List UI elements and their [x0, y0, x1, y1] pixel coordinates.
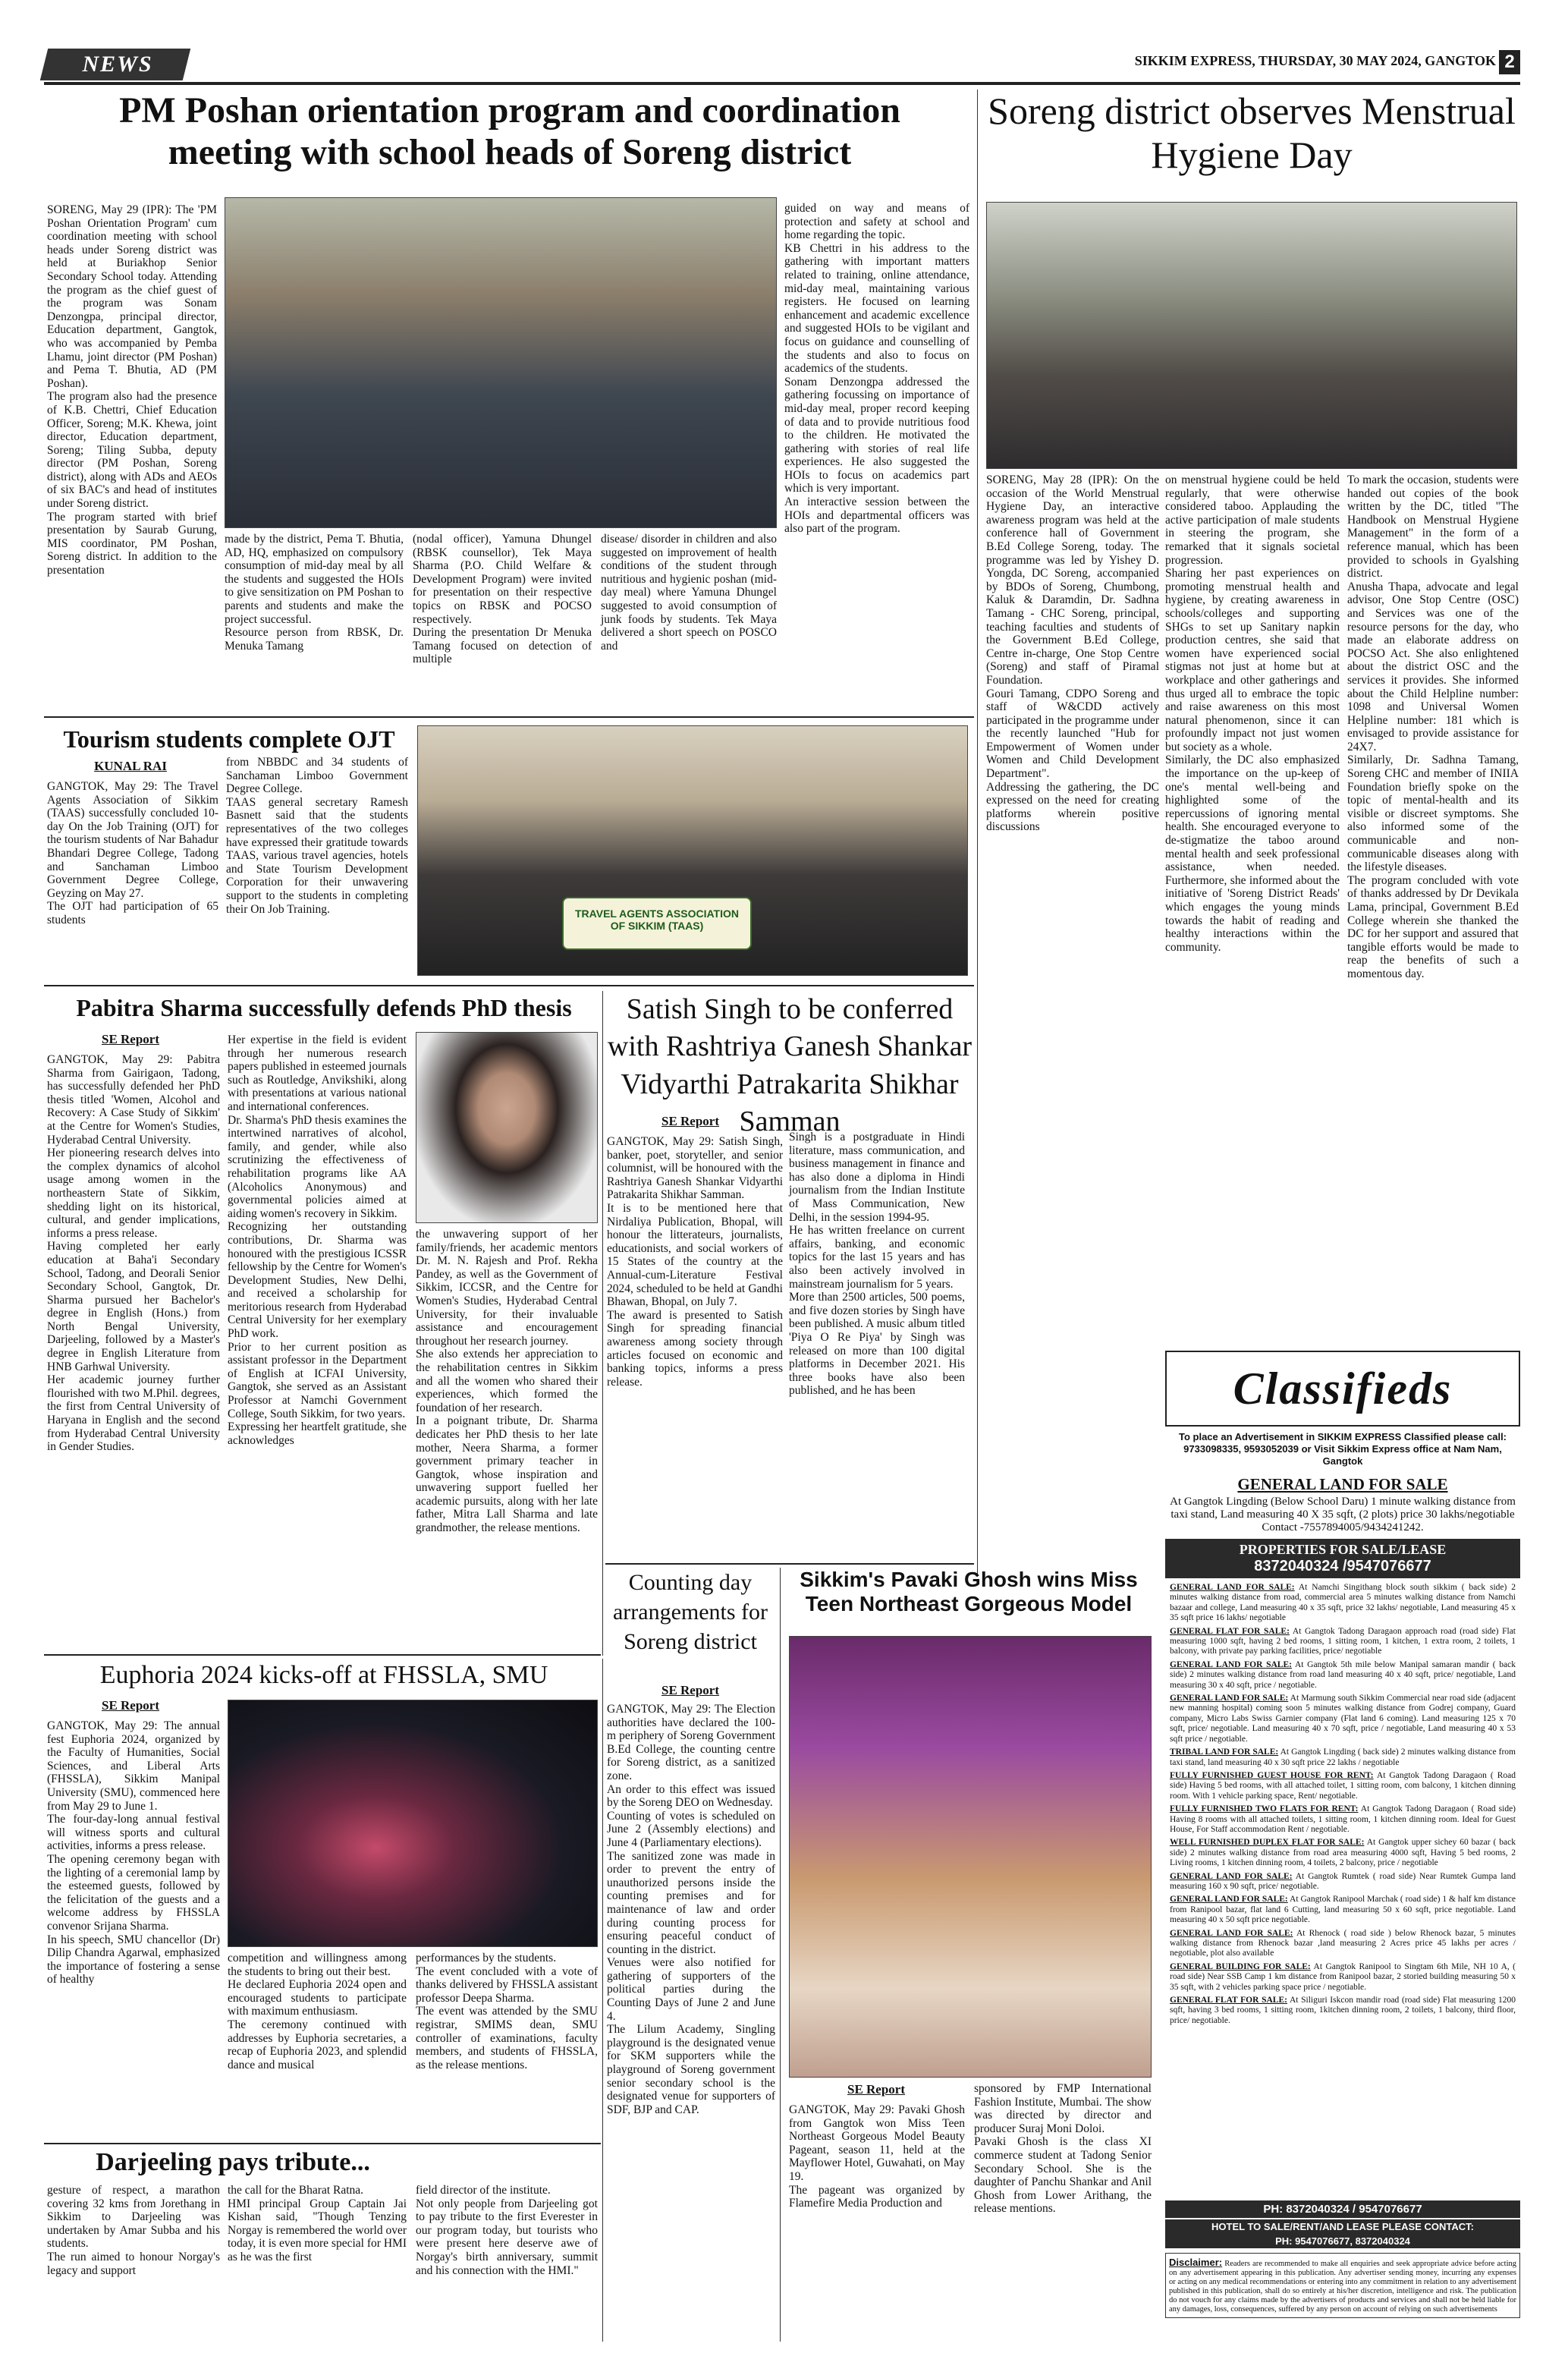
classified-ad	[1170, 1694, 1516, 1744]
menstrual-col2: on menstrual hygiene could be held regularly, that were otherwise considered taboo. Applauding the active participation of male students in steering the program, she remarked that it signals societal progression. Sharing her past experiences on promoting menstrual health and hygiene, by creating awareness in schools/colleges and supporting SHGs to set up Sanitary napkin production centres, she said that women have experienced social stigmas not just at home but at workplace and other gatherings and thus urged all to embrace the topic and raise awareness on this most natural phenomenon, since it can profoundly impact not just women but society as a whole. Similarly, the DC also emphasized the importance on the up-keep of one's mental well-being and highlighted some of the repercussions of ignoring mental health. She encouraged everyone to de-stigmatize the taboo around mental health and seek professional assistance, when needed. Furthermore, she informed about the initiative of 'Soreng District Reads' which engages the young minds towards the habit of reading and healthy interactions within the community.	[1165, 473, 1340, 954]
taas-banner	[562, 897, 752, 950]
classified-ad-text: At Gangtok Tadong Daragaon approach road (road side) Flat measuring 1000 sqft, having 2 bed rooms, 1 sitting room, 1 kitchen, 1 extra room, 2 toilets, 1 balcony, with private pay parking facilities, price/ negotiable	[1170, 1626, 1516, 1656]
euphoria-col2: competition and willingness among the students to bring out their best. He declared Euphoria 2024 open and encouraged students to participate with maximum enthusiasm. The ceremony continued with addresses by Euphoria secretaries, a recap of Euphoria 2023, and splendid dance and musical	[228, 1952, 407, 2071]
menstrual-col3: To mark the occasion, students were handed out copies of the book written by the DC, titled "The Handbook on Menstrual Hygiene Management" in the form of a reference manual, which has been provided to schools in Gyalshing district. Anusha Thapa, advocate and legal advisor, One Stop Centre (OSC) and Services was one of the resource persons for the day, who made an elaborate address on POCSO Act. She also enlightened about the district OSC and the services it provides. She informed about the Child Helpline number: 1098 and Universal Women Helpline number: 181 which is envisaged to provide assistance for 24X7. Similarly, Dr. Sadhna Tamang, Soreng CHC and member of INIIA Foundation briefly spoke on the topic of mental-health and its visible or discreet symptoms. She also informed some of the communicable and non-communicable diseases along with the lifestyle diseases. The program concluded with vote of thanks addressed by Dr Devikala Lama, principal, Government B.Ed College wherein she thanked the DC for her support and assured that tangible efforts would be made to reap the benefits of such a momentous day.	[1347, 473, 1519, 980]
pavaki-photo	[789, 1636, 1152, 2078]
satish-bottom-rule	[605, 1563, 974, 1565]
poshan-col4: disease/ disorder in children and also suggested on improvement of health conditions of the student through nutritious and hygienic poshan (mid-day meal) where Yamuna Dhungel suggested to avoid consumption of junk foods by students. Tek Maya delivered a short speech on POSCO and	[601, 533, 777, 653]
classified-ad-text: At Gangtok Tadong Daragaon ( Road side) Having 5 bed rooms, with all attached toilet, 1 sitting room, com balcony, 1 kitchen dinning room. With 1 vehicle parking space, Rent/ negotiable.	[1170, 1770, 1516, 1801]
classified-ad-text: At Gangtok Tadong Daragaon ( Road side) Having 8 rooms with all attached toilets, 1 sitting room, 1 kitchen dinning room. Ideal for Guest House, For Staff accommodation Rent / negotiable.	[1170, 1804, 1516, 1834]
menstrual-headline: Soreng district observes Menstrual Hygiene Day	[988, 90, 1516, 176]
tourism-col2: from NBBDC and 34 students of Sanchaman Limboo Government Degree College. TAAS general secretary Ramesh Basnett said that the students representatives of the two colleges have expressed their gratitude towards TAAS, various travel agencies, hotels and State Tourism Development Corporation for their unwavering support to the students in completing their On Job Training.	[226, 756, 408, 916]
properties-phone: 8372040324 /9547076677	[1254, 1558, 1431, 1574]
classified-ad-text: At Namchi Singithang block south sikkim ( back side) 2 minutes walking distance from road, commercial area 5 minutes walking distance from Namchi bazaar and college, Land measuring 40 x 35 sqft, price 32 lakhs/ negotiable, Land measuring 45 x 35 sqft price 16 lakhs/ negotiable	[1170, 1583, 1516, 1623]
tourism-headline: Tourism students complete OJT	[63, 725, 395, 753]
tourism-col1: GANGTOK, May 29: The Travel Agents Association of Sikkim (TAAS) successfully concluded 10-day On the Job Training (OJT) for the tourism students of Nar Bahadur Bhandari Degree College, Tadong and Sanchaman Limboo Government Degree College, Geyzing on May 27. The OJT had participation of 65 students	[47, 780, 218, 926]
satish-col2: Singh is a postgraduate in Hindi literature, mass communication, and business management in finance and has also done a diploma in Hindi journalism from the Indian Institute of Mass Communication, New Delhi, in the session 1994-95. He has written freelance on current affairs, banking, and economic topics for the last 15 years and has also been actively involved in mainstream journalism for 5 years. More than 2500 articles, 500 poems, and five dozen stories by Singh have been published. A music album titled 'Piya O Re Piya' by Singh was released on more than 100 digital platforms in December 2021. His three books have also been published, and he has been	[789, 1131, 965, 1398]
euphoria-bottom-rule	[44, 2143, 601, 2144]
classified-ad-title: WELL FURNISHED DUPLEX FLAT FOR SALE:	[1170, 1838, 1365, 1848]
classified-ad	[1170, 1872, 1516, 1892]
counting-body: GANGTOK, May 29: The Election authorities have declared the 100-m periphery of Soreng Government B.Ed College, the counting centre for Soreng district, as a sanitized zone. An order to this effect was issued by the Soreng DEO on Wednesday. Counting of votes is scheduled on June 2 (Assembly elections) and June 4 (Parliamentary elections). The sanitized zone was made in order to prevent the entry of unauthorized persons inside the counting premises and for maintenance of law and order during counting process for ensuring peaceful conduct of counting in the district. Venues were also notified for gathering of supporters of the political parties during the Counting Days of June 2 and June 4. The Lilum Academy, Singling playground is the designated venue for SKM supporters while the playground of Soreng government senior secondary school is the designated venue for supporters of SDF, BJP and CAP.	[607, 1703, 775, 2116]
classified-ad	[1170, 1895, 1516, 1925]
poshan-col3: (nodal officer), Yamuna Dhungel (RBSK counsellor), Tek Maya Sharma (P.O. Child Welfare & Development Program) were invited for presentation on their respective topics on RBSK and POCSO respectively. During the presentation Dr Menuka Tamang focused on detection of multiple	[413, 533, 592, 666]
euphoria-headline: Euphoria 2024 kicks-off at FHSSLA, SMU	[99, 1661, 548, 1689]
classified-ad-title: GENERAL LAND FOR SALE:	[1170, 1659, 1292, 1669]
euphoria-photo	[228, 1700, 598, 1947]
pabitra-byline: SE Report	[101, 1032, 160, 1046]
pavaki-headline: Sikkim's Pavaki Ghosh wins Miss Teen Northeast Gorgeous Model	[800, 1568, 1138, 1616]
darjeeling-headline: Darjeeling pays tribute...	[96, 2148, 370, 2176]
properties-title: PROPERTIES FOR SALE/LEASE	[1239, 1542, 1447, 1557]
euphoria-byline: SE Report	[101, 1698, 160, 1713]
counting-byline: SE Report	[661, 1683, 720, 1697]
classified-ad-title: FULLY FURNISHED TWO FLATS FOR RENT:	[1170, 1804, 1359, 1814]
pabitra-headline: Pabitra Sharma successfully defends PhD thesis	[76, 994, 572, 1021]
pavaki-col1: GANGTOK, May 29: Pavaki Ghosh from Gangtok won Miss Teen Northeast Gorgeous Model Beauty Pageant, season 11, held at the Mayflower Hotel, Guwahati, on May 19. The pageant was organized by Flamefire Media Production and	[789, 2103, 965, 2210]
pabitra-col3: the unwavering support of her family/friends, her academic mentors Dr. M. N. Rajesh and Prof. Rekha Pandey, as well as the Government of Sikkim, ICCSR, and the Centre for Women's Studies, Hyderabad Central University, for their invaluable assistance and encouragement throughout her research journey. She also extends her appreciation to the rehabilitation centres in Sikkim and all the women who shared their experiences, which formed the foundation of her research. In a poignant tribute, Dr. Sharma dedicates her PhD thesis to her late mother, Neera Sharma, a former government primary teacher in Gangtok, whose inspiration and unwavering support fuelled her academic pursuits, along with her late father, Mitra Lall Sharma and late grandmother, the release mentions.	[416, 1228, 598, 1535]
disclaimer-title: Disclaimer:	[1169, 2257, 1223, 2268]
pabitra-bottom-rule	[44, 1654, 601, 1656]
disclaimer-text: Readers are recommended to make all enquiries and seek appropriate advice before acting on any advertisement appearing in this publication. Any advertiser sending money, incurring any expenses or acting on any medical recommendations or entering into any commitment in relation to any advertisement published in this publication, shall do so entirely at his/her discretion, intelligence and risk. The publication do not vouch for any claims made by the advertisers of products and services and shall not be held liable for any damages, loss, consequences, suffered by any person on account of relying on such advertisements	[1169, 2260, 1516, 2314]
classified-ad-text: At Siliguri Iskcon mandir road (road side) Flat measuring 1200 sqft, having 3 bed rooms, 1 sitting room, 1kitchen dinning room, 2 toilets, 1 balcony, third floor, price/ negotiable.	[1170, 1996, 1516, 2025]
classified-ad	[1170, 1929, 1516, 1959]
classifieds-box	[1165, 1351, 1520, 2342]
counting-rule	[780, 1568, 781, 2342]
land-body: At Gangtok Lingding (Below School Daru) 1 minute walking distance from taxi stand, Land measuring 40 X 35 sqft, (2 plots) price 30 lakhs/negotiable Contact -7557894005/9434241242.	[1170, 1496, 1516, 1534]
classified-ad-title: GENERAL LAND FOR SALE:	[1170, 1583, 1295, 1592]
classified-ad-title: GENERAL FLAT FOR SALE:	[1170, 1626, 1290, 1636]
classified-ad-text: At Gangtok upper sichey 60 bazar ( back side) 2 minutes walking distance from road area measuring 4000 sqft, Having 5 bed rooms, 2 Living rooms, 1 kitchen dinning room, 4 toilets, 2 balcony, price / negotiable	[1170, 1838, 1516, 1868]
pabitra-col2: Her expertise in the field is evident through her numerous research papers published in esteemed journals such as Routledge, Anvikshiki, along with presentations at various national and international conferences. Dr. Sharma's PhD thesis examines the intertwined narratives of alcohol, family, and gender, while also scrutinizing the effectiveness of rehabilitation programs like AA (Alcoholics Anonymous) and governmental policies aimed at aiding women's recovery in Sikkim. Recognizing her outstanding contributions, Dr. Sharma was honoured with the prestigious ICSSR fellowship by the Centre for Women's Development Studies, New Delhi, and received a scholarship for meritorious research from Hyderabad Central University for her exemplary PhD work. Prior to her current position as assistant professor in the Department of English at ICFAI University, Gangtok, she served as an Assistant Professor at Namchi Government College, South Sikkim, for two years. Expressing her heartfelt gratitude, she acknowledges	[228, 1033, 407, 1447]
pavaki-col2: sponsored by FMP International Fashion Institute, Mumbai. The show was directed by director and producer Suraj Moni Doloi. Pavaki Ghosh is the class XI commerce student at Tadong Senior Secondary School. She is the daughter of Panchu Shankar and Anil Ghosh from Lower Arithang, the release mentions.	[974, 2082, 1152, 2216]
poshan-photo	[225, 197, 777, 528]
classified-ad	[1170, 1583, 1516, 1624]
poshan-headline: PM Poshan orientation program and coordination meeting with school heads of Soreng district	[119, 90, 900, 173]
pavaki-byline: SE Report	[847, 2082, 906, 2097]
poshan-col5: guided on way and means of protection and safety at school and home regarding the topic. KB Chettri in his address to the gathering with important matters related to training, online attendance, mid-day meal, maintaining various registers. He focused on learning enhancement and academic excellence and suggested HOIs to be vigilant and focus on guidance and counselling of the students and also to focus on academics of the students. Sonam Denzongpa addressed the gathering focussing on importance of mid-day meal, proper record keeping of data and to provide nutritious food to the children. He motivated the gathering with stories of real life experiences. He also suggested the HOIs to focus on academics part which is very important. An interactive session between the HOIs and departmental officers was also part of the program.	[784, 202, 969, 536]
classified-ad-text: At Gangtok Ranipool Marchak ( road side) 1 & half km distance from Ranipool bazar, flat land 6 Cutting, land measuring 50 x 60 sqft, price negotiable. Land measuring 40 x 50 sqft price negotiable.	[1170, 1895, 1516, 1925]
classified-ad	[1170, 1660, 1516, 1691]
classified-ad-title: FULLY FURNISHED GUEST HOUSE FOR RENT:	[1170, 1770, 1374, 1780]
tourism-photo	[417, 725, 968, 976]
classified-ad-text: At Gangtok Rumtek ( road side) Near Rumtek Gumpa land measuring 160 x 90 sqft, price/ negotiable.	[1170, 1871, 1516, 1891]
classified-ad-title: GENERAL LAND FOR SALE:	[1170, 1871, 1293, 1881]
classified-ad	[1170, 1747, 1516, 1768]
page-number: 2	[1499, 50, 1520, 74]
classified-ad	[1170, 1996, 1516, 2026]
lower-left-rule	[602, 1659, 603, 2342]
hotel-line2: PH: 9547076677, 8372040324	[1165, 2234, 1520, 2248]
hotel-line1: HOTEL TO SALE/RENT/AND LEASE PLEASE CONTACT:	[1165, 2219, 1520, 2234]
land-title: GENERAL LAND FOR SALE	[1237, 1475, 1448, 1493]
properties-banner	[1165, 1539, 1520, 1578]
poshan-col2: made by the district, Pema T. Bhutia, AD, HQ, emphasized on compulsory consumption of mid-day meal by all the students and suggested the HOIs to give sensitization on PM Poshan to parents and students and make the project successful. Resource person from RBSK, Dr. Menuka Tamang	[225, 533, 404, 653]
classifieds-phone: PH: 8372040324 / 9547076677	[1165, 2200, 1520, 2218]
classified-ad-title: GENERAL BUILDING FOR SALE:	[1170, 1961, 1311, 1971]
right-column-rule	[977, 90, 978, 1577]
classified-ad	[1170, 1962, 1516, 1993]
pabitra-photo	[416, 1032, 598, 1223]
darjeeling-col3: field director of the institute. Not only people from Darjeeling got to pay tribute to the first Everester in our program today, but tourists who were present here deserve awe of Norgay's birth anniversary, summit and his connection with the HMI."	[416, 2184, 598, 2277]
satish-col1: GANGTOK, May 29: Satish Singh, banker, poet, storyteller, and senior columnist, will be honoured with the Rashtriya Ganesh Shankar Vidyarthi Patrakarita Shikhar Samman. It is to be mentioned here that Nirdaliya Publication, Bhopal, will honour the litterateurs, journalists, educationists, and social workers of 15 States of the country at the Annual-cum-Literature Festival 2024, scheduled to be held at Gandhi Bhawan, Bhopal, on July 7. The award is presented to Satish Singh for spreading financial awareness among society through articles focused on economic and banking topics, informs a press release.	[607, 1135, 783, 1389]
taas-banner-line1: TRAVEL AGENTS ASSOCIATION	[575, 908, 739, 920]
classified-ad	[1170, 1838, 1516, 1868]
classified-ad-title: TRIBAL LAND FOR SALE:	[1170, 1747, 1279, 1757]
taas-banner-line2: OF SIKKIM (TAAS)	[610, 920, 704, 932]
classified-ad-title: GENERAL FLAT FOR SALE:	[1170, 1996, 1287, 2005]
classified-ad-text: At Rhenock ( road side ) below Rhenock bazar, 5 minutes walking distance from Rhenock bazar ,land measuring 2 Acres price 45 lakhs per acres / negotiable, plot also available	[1170, 1928, 1516, 1958]
menstrual-photo	[986, 202, 1517, 469]
tourism-byline: KUNAL RAI	[94, 759, 167, 773]
classified-ad-text: At Marmung south Sikkim Commercial near road side (adjacent new manning hospital) coming soon 5 minutes walking distance from Godrej company, Guard company, Micro Labs Swiss Garnier company (Flat land 6 coming). Land measuring 125 x 70 sqft, price/ negotiable. Land measuring 40 x 70 sqft, price / negotiable, Land measuring 40 x 53 sqft price / negotiable.	[1170, 1694, 1516, 1744]
dateline: SIKKIM EXPRESS, THURSDAY, 30 MAY 2024, GANGTOK	[1134, 53, 1496, 68]
pabitra-rule	[602, 991, 603, 1656]
classified-ad-text: At Gangtok Lingding ( back side) 2 minutes walking distance from taxi stand, land measuring 40 x 30 sqft price 22 lakhs / negotiable	[1170, 1747, 1516, 1767]
section-label: NEWS	[82, 52, 153, 77]
tourism-bottom-rule	[44, 985, 974, 986]
classified-ad	[1170, 1804, 1516, 1835]
poshan-col1: SORENG, May 29 (IPR): The 'PM Poshan Orientation Program' cum coordination meeting with school heads under Soreng district was held at Buriakhop Senior Secondary School today. Attending the program as the chief guest of the program was Sonam Denzongpa, principal director, Education department, Gangtok, who was accompanied by Pemba Lhamu, joint director (PM Poshan) and Pema T. Bhutia, AD (PM Poshan). The program also had the presence of K.B. Chettri, Chief Education Officer, Soreng; M.K. Khewa, joint director, Education department, Soreng; Tiling Subba, deputy director (PM Poshan, Soreng district), along with ADs and AEOs of six BAC's and head of institutes under Soreng district. The program started with brief presentation by Saurab Gurung, MIS coordinator, PM Poshan, Soreng district. In addition to the presentation	[47, 203, 217, 577]
disclaimer	[1165, 2253, 1520, 2318]
classifieds-notice: To place an Advertisement in SIKKIM EXPRESS Classified please call: 9733098335, 9593052039 or Visit Sikkim Express office at Nam Nam, Gangtok	[1178, 1431, 1507, 1467]
classified-ad-title: GENERAL LAND FOR SALE:	[1170, 1895, 1288, 1905]
poshan-bottom-rule	[44, 716, 974, 718]
classifieds-title: Classifieds	[1165, 1351, 1520, 1427]
satish-headline: Satish Singh to be conferred with Rashtriya Ganesh Shankar Vidyarthi Patrakarita Shikhar Samman	[607, 993, 973, 1138]
classified-ad-text: At Gangtok 5th mile below Manipal samaran mandir ( back side) 2 minutes walking distance from road land measuring 40 x 40 sqft, price/ negotiable, Land measuring 30 x 40 sqft, price / negotiable.	[1170, 1659, 1516, 1690]
masthead-rule	[44, 82, 1520, 85]
darjeeling-col2: the call for the Bharat Ratna. HMI principal Group Captain Jai Kishan said, "Though Tenzing Norgay is remembered the world over today, it is even more special for HMI as he was the first	[228, 2184, 407, 2263]
classifieds-list	[1165, 1578, 1520, 2200]
classified-ad-text: At Gangtok Ranipool to Singtam 6th Mile, NH 10 A, ( road side) Near SSB Camp 1 km distance from Ranipool bazar, 2 storied building measuring 50 x 35 sqft, with 2 vehicles parking space price / negotiable.	[1170, 1961, 1516, 1992]
euphoria-col1: GANGTOK, May 29: The annual fest Euphoria 2024, organized by the Faculty of Humanities, Social Sciences, and Liberal Arts (FHSSLA), Sikkim Manipal University (SMU), commenced here from May 29 to June 1. The four-day-long annual festival will witness sports and cultural activities, informs a press release. The opening ceremony began with the lighting of a ceremonial lamp by the esteemed guests, followed by the felicitation of the guests and a welcome address by FHSSLA convenor Srijana Sharma. In his speech, SMU chancellor (Dr) Dilip Chandra Agarwal, emphasized the importance of fostering a sense of healthy	[47, 1719, 220, 1987]
menstrual-col1: SORENG, May 28 (IPR): On the occasion of the World Menstrual Hygiene Day, an interactive awareness program was held at the conference hall of Government B.Ed College Soreng, today. The programme was led by Yishey D. Yongda, DC Soreng, accompanied by BDOs of Soreng, Chumbong, Kaluk & Daramdin, Dr. Sadhna Tamang - CHC Soreng, principal, teaching faculties and students of the Government B.Ed College, Centre in-charge, One Stop Centre (Soreng) and staff of Piramal Foundation. Gouri Tamang, CDPO Soreng and staff of W&CDD actively participated in the programme under the recently launched "Hub for Empowerment of Women under Women and Child Development Department". Addressing the gathering, the DC expressed on the need for creating platforms wherein positive discussions	[986, 473, 1159, 834]
classified-ad-title: GENERAL LAND FOR SALE:	[1170, 1694, 1289, 1703]
classified-ad	[1170, 1771, 1516, 1801]
euphoria-col3: performances by the students. The event concluded with a vote of thanks delivered by FHSSLA assistant professor Deepa Sharma. The event was attended by the SMU registrar, SMIMS dean, SMU controller of examinations, faculty members, and students of FHSSLA, as the release mentions.	[416, 1952, 598, 2071]
counting-headline: Counting day arrangements for Soreng district	[612, 1570, 768, 1654]
darjeeling-col1: gesture of respect, a marathon covering 32 kms from Jorethang in Sikkim to Darjeeling was undertaken by Amar Subba and his students. The run aimed to honour Norgay's legacy and support	[47, 2184, 220, 2277]
classified-ad	[1170, 1627, 1516, 1657]
satish-byline: SE Report	[661, 1114, 720, 1128]
classified-ad-title: GENERAL LAND FOR SALE:	[1170, 1928, 1293, 1938]
pabitra-col1: GANGTOK, May 29: Pabitra Sharma from Gairigaon, Tadong, has successfully defended her PhD thesis titled 'Women, Alcohol and Recovery: A Case Study of Sikkim' at the Centre for Women's Studies, Hyderabad Central University. Her pioneering research delves into the complex dynamics of alcohol usage among women in the northeastern State of Sikkim, shedding light on its historical, cultural, and gender implications, informs a press release. Having completed her early education at Baha'i Secondary School, Tadong, and Deorali Senior Secondary School, Gangtok, Dr. Sharma pursued her Bachelor's degree in English (Hons.) from North Bengal University, Darjeeling, followed by a Master's degree in English Literature from HNB Garhwal University. Her academic journey further flourished with two M.Phil. degrees, the first from Central University of Haryana in English and the second from Hyderabad Central University in Gender Studies.	[47, 1053, 220, 1454]
